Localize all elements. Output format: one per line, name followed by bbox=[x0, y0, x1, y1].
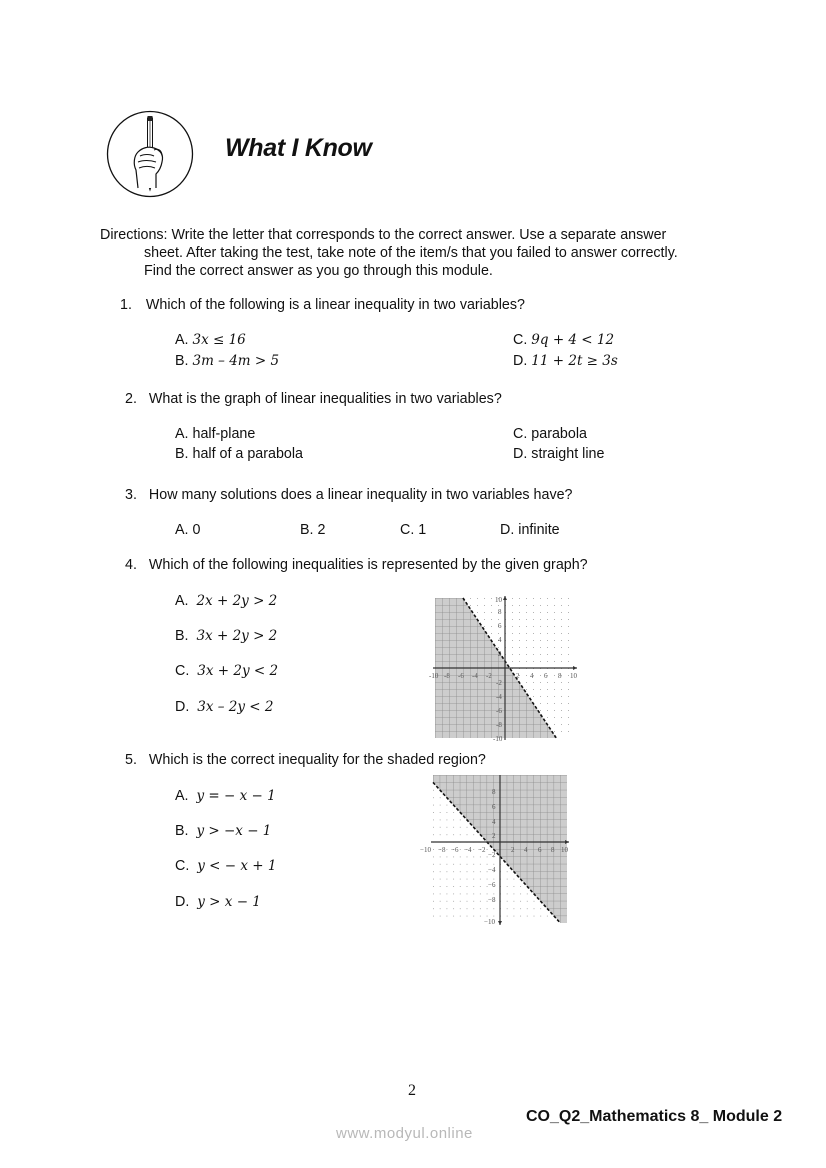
choice-3b[interactable] bbox=[300, 521, 325, 539]
svg-text:-8: -8 bbox=[444, 672, 450, 680]
choice-text: 1 bbox=[418, 522, 427, 538]
choice-text: 11 + 2t ≥ 3s bbox=[531, 353, 618, 369]
choice-text: 3m – 4m > 5 bbox=[192, 353, 280, 369]
svg-text:−6: −6 bbox=[488, 881, 496, 889]
directions bbox=[100, 226, 728, 280]
choice-1a[interactable] bbox=[175, 331, 246, 349]
choice-letter: A. bbox=[175, 522, 189, 538]
question-text: Which is the correct inequality for the shaded region? bbox=[148, 752, 486, 768]
question-number: 1. bbox=[120, 297, 132, 313]
choice-letter: B. bbox=[300, 522, 314, 538]
svg-text:−10: −10 bbox=[484, 918, 495, 926]
svg-text:8: 8 bbox=[498, 608, 502, 616]
svg-text:4: 4 bbox=[492, 818, 496, 826]
choice-text: parabola bbox=[531, 426, 587, 442]
question-2 bbox=[125, 390, 502, 408]
svg-text:6: 6 bbox=[544, 672, 548, 680]
svg-text:8: 8 bbox=[492, 788, 496, 796]
hand-holding-pencil-icon bbox=[106, 110, 194, 198]
choice-letter: A. bbox=[175, 593, 189, 609]
choice-2a[interactable] bbox=[175, 425, 255, 443]
choice-letter: D. bbox=[175, 699, 190, 715]
module-code: CO_Q2_Mathematics 8_ Module 2 bbox=[526, 1108, 783, 1125]
svg-text:10: 10 bbox=[570, 672, 577, 680]
choice-letter: C. bbox=[513, 426, 528, 442]
svg-text:4: 4 bbox=[524, 846, 528, 854]
graph-item-4 bbox=[425, 594, 585, 747]
choice-text: straight line bbox=[531, 446, 605, 462]
svg-text:−4: −4 bbox=[464, 846, 472, 854]
question-text: Which of the following is a linear inequality in two variables? bbox=[145, 297, 525, 313]
choice-letter: B. bbox=[175, 823, 189, 839]
svg-text:8: 8 bbox=[558, 672, 562, 680]
choice-text: 3x – 2y < 2 bbox=[197, 699, 274, 715]
choice-5b[interactable] bbox=[175, 822, 271, 840]
graph-item-5 bbox=[416, 774, 576, 931]
choice-letter: D. bbox=[175, 894, 190, 910]
choice-text: y = − x − 1 bbox=[196, 788, 276, 804]
choice-text: 3x ≤ 16 bbox=[192, 332, 246, 348]
svg-text:6: 6 bbox=[492, 803, 496, 811]
choice-text: 2x + 2y > 2 bbox=[196, 593, 278, 609]
choice-2b[interactable] bbox=[175, 445, 303, 463]
choice-3c[interactable] bbox=[400, 521, 426, 539]
choice-1b[interactable] bbox=[175, 352, 279, 370]
choice-text: infinite bbox=[518, 522, 560, 538]
choice-letter: D. bbox=[513, 446, 528, 462]
svg-text:6: 6 bbox=[498, 622, 502, 630]
svg-text:-10: -10 bbox=[429, 672, 439, 680]
choice-letter: D. bbox=[513, 353, 528, 369]
question-text: Which of the following inequalities is represented by the given graph? bbox=[148, 557, 588, 573]
svg-text:−4: −4 bbox=[488, 866, 496, 874]
svg-text:-2: -2 bbox=[486, 672, 492, 680]
choice-4a[interactable] bbox=[175, 592, 277, 610]
question-number: 2. bbox=[125, 391, 137, 407]
choice-text: 3x + 2y > 2 bbox=[196, 628, 278, 644]
choice-letter: C. bbox=[400, 522, 415, 538]
watermark: www.modyul.online bbox=[336, 1125, 473, 1142]
choice-letter: A. bbox=[175, 332, 189, 348]
choice-4d[interactable] bbox=[175, 698, 274, 716]
choice-letter: C. bbox=[175, 663, 190, 679]
choice-4c[interactable] bbox=[175, 662, 278, 680]
question-number: 3. bbox=[125, 487, 137, 503]
choice-letter: C. bbox=[513, 332, 528, 348]
svg-text:4: 4 bbox=[530, 672, 534, 680]
question-text: How many solutions does a linear inequality in two variables have? bbox=[148, 487, 573, 503]
svg-text:2: 2 bbox=[516, 672, 520, 680]
question-1 bbox=[120, 296, 525, 314]
choice-text: 9q + 4 < 12 bbox=[531, 332, 615, 348]
choice-text: y < − x + 1 bbox=[197, 858, 277, 874]
svg-text:−8: −8 bbox=[488, 896, 496, 904]
choice-text: y > x − 1 bbox=[197, 894, 261, 910]
choice-3a[interactable] bbox=[175, 521, 200, 539]
choice-1c[interactable] bbox=[513, 331, 614, 349]
svg-text:-10: -10 bbox=[493, 735, 503, 742]
choice-4b[interactable] bbox=[175, 627, 277, 645]
question-number: 5. bbox=[125, 752, 137, 768]
svg-text:-6: -6 bbox=[458, 672, 464, 680]
svg-text:2: 2 bbox=[511, 846, 515, 854]
question-5 bbox=[125, 751, 486, 769]
svg-text:-4: -4 bbox=[496, 693, 502, 701]
choice-letter: B. bbox=[175, 353, 189, 369]
choice-5a[interactable] bbox=[175, 787, 276, 805]
choice-5d[interactable] bbox=[175, 893, 261, 911]
svg-text:−2: −2 bbox=[488, 851, 496, 859]
svg-text:10: 10 bbox=[495, 596, 502, 604]
choice-letter: B. bbox=[175, 446, 189, 462]
choice-text: 0 bbox=[192, 522, 201, 538]
svg-text:-8: -8 bbox=[496, 721, 502, 729]
choice-text: 2 bbox=[317, 522, 326, 538]
section-title: What I Know bbox=[225, 134, 372, 162]
question-number: 4. bbox=[125, 557, 137, 573]
choice-letter: B. bbox=[175, 628, 189, 644]
svg-text:-4: -4 bbox=[472, 672, 478, 680]
choice-3d[interactable] bbox=[500, 521, 560, 539]
choice-text: half-plane bbox=[192, 426, 256, 442]
svg-text:−8: −8 bbox=[438, 846, 446, 854]
choice-2c[interactable] bbox=[513, 425, 587, 443]
directions-line-3: Find the correct answer as you go through this module. bbox=[144, 263, 493, 279]
page-number: 2 bbox=[408, 1082, 416, 1099]
svg-text:-2: -2 bbox=[496, 679, 502, 687]
question-text: What is the graph of linear inequalities in two variables? bbox=[148, 391, 502, 407]
svg-text:10: 10 bbox=[561, 846, 568, 854]
choice-text: 3x + 2y < 2 bbox=[197, 663, 279, 679]
svg-text:6: 6 bbox=[538, 846, 542, 854]
choice-letter: C. bbox=[175, 858, 190, 874]
choice-text: y > −x − 1 bbox=[196, 823, 272, 839]
svg-text:2: 2 bbox=[498, 650, 502, 658]
choice-text: half of a parabola bbox=[192, 446, 303, 462]
question-4 bbox=[125, 556, 588, 574]
question-3 bbox=[125, 486, 573, 504]
svg-text:8: 8 bbox=[551, 846, 555, 854]
svg-text:-6: -6 bbox=[496, 707, 502, 715]
svg-text:−2: −2 bbox=[478, 846, 486, 854]
directions-line-2: sheet. After taking the test, take note of the item/s that you failed to answer correctly. bbox=[144, 245, 678, 261]
choice-5c[interactable] bbox=[175, 857, 277, 875]
directions-line-1: Directions: Write the letter that corresponds to the correct answer. Use a separate answer bbox=[100, 227, 667, 243]
svg-text:−6: −6 bbox=[451, 846, 459, 854]
choice-letter: A. bbox=[175, 788, 189, 804]
choice-letter: A. bbox=[175, 426, 189, 442]
choice-1d[interactable] bbox=[513, 352, 618, 370]
choice-2d[interactable] bbox=[513, 445, 604, 463]
svg-text:4: 4 bbox=[498, 636, 502, 644]
svg-text:2: 2 bbox=[492, 832, 496, 840]
svg-text:−10: −10 bbox=[420, 846, 431, 854]
choice-letter: D. bbox=[500, 522, 515, 538]
